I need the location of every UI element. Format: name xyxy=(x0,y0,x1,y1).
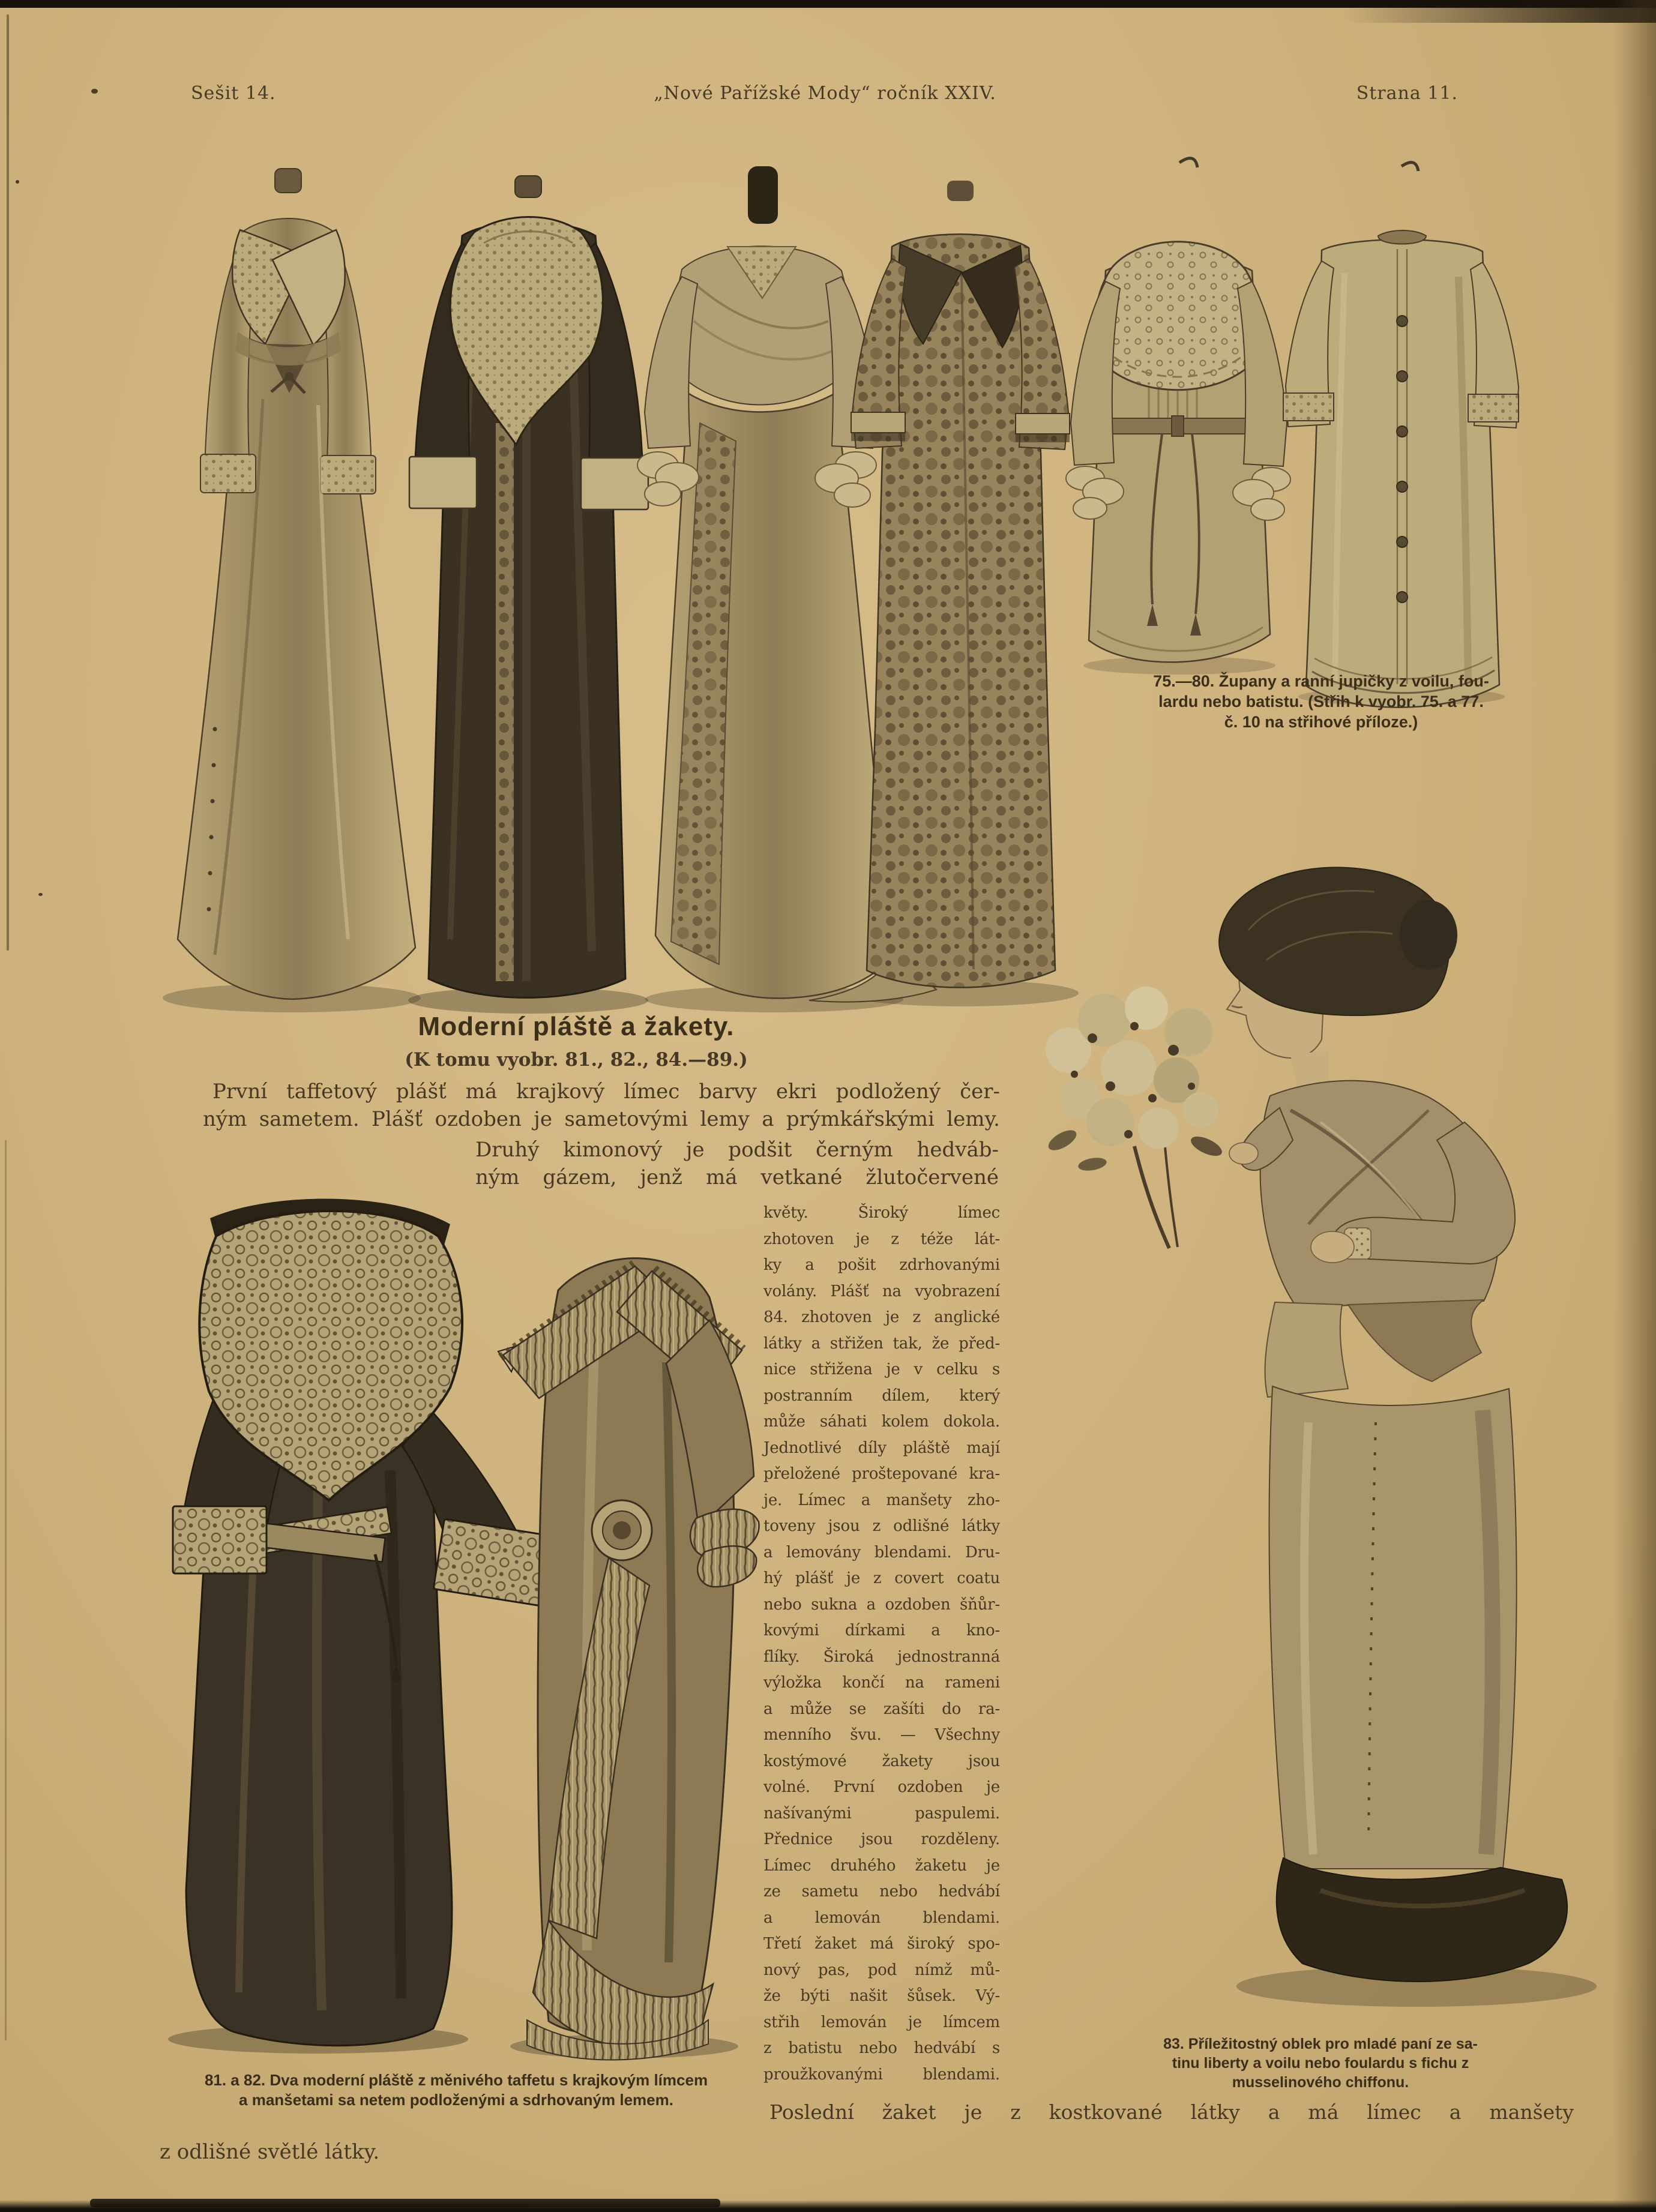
text-line: našívanými paspulemi. xyxy=(763,1804,1000,1823)
text-line: Jednotlivé díly pláště mají xyxy=(763,1438,1000,1457)
scan-top-right-shadow xyxy=(1344,0,1656,23)
text-line: kovými dírkami a kno- xyxy=(763,1621,1000,1639)
text-line: ky a pošit zdrhovanými xyxy=(763,1256,1000,1274)
text-line: První taffetový plášť má krajkový límec barvy ekri podložený čer- xyxy=(212,1080,1000,1104)
page-header xyxy=(138,83,1512,109)
text-line: toveny jsou z odlišné látky xyxy=(763,1517,1000,1535)
text-line: a manšetami sa netem podloženými a sdrhovaným lemem. xyxy=(239,2091,673,2109)
text-line: Druhý kimonový je podšit černým hedváb- xyxy=(475,1138,999,1162)
text-line: proužkovanými blendami. xyxy=(763,2065,1000,2084)
text-line: Límec druhého žaketu je xyxy=(763,1856,1000,1875)
ink-speck xyxy=(91,89,98,94)
text-line: ze sametu nebo hedvábí xyxy=(763,1883,1000,1901)
bottom-line: Poslední žaket je z kostkované látky a má límec a manšety xyxy=(769,2100,1574,2124)
text-line: menního švu. — Všechny xyxy=(763,1726,1000,1744)
text-line: střih lemován je límcem xyxy=(763,2013,1000,2031)
scan-left-crease xyxy=(7,14,9,951)
text-line: volány. Plášť na vyobrazení xyxy=(763,1282,1000,1300)
text-line: květy. Široký límec xyxy=(763,1204,1000,1222)
text-line: musselinového chiffonu. xyxy=(1232,2074,1409,2091)
text-line: že býti našit šůsek. Vý- xyxy=(763,1987,1000,2005)
ink-speck xyxy=(16,180,19,184)
figure-woman-83 xyxy=(1008,858,1609,2034)
text-line: 75.—80. Župany a ranní jupičky z voilu, fou- xyxy=(1153,672,1489,690)
magazine-title: „Nové Pařížské Mody“ ročník XXIV. xyxy=(654,83,996,104)
text-line: Třetí žaket má široký spo- xyxy=(763,1935,1000,1953)
jacket-80 xyxy=(1283,163,1519,708)
text-line: nový pas, pod nímž mů- xyxy=(763,1961,1000,1979)
scan-bottom-dark-band xyxy=(90,2199,720,2207)
bottom-left-line: z odlišné světlé látky. xyxy=(160,2140,380,2164)
text-line: přeložené proštepované kra- xyxy=(763,1465,1000,1483)
text-line: z batistu nebo hedvábí s xyxy=(763,2039,1000,2057)
figure-coats-81-82 xyxy=(138,1194,762,2064)
text-line: 84. zhotoven je z anglické xyxy=(763,1308,1000,1326)
text-line: 81. a 82. Dva moderní pláště z měnivého taffetu s krajkovým límcem xyxy=(204,2071,708,2089)
caption-figure-81-82 xyxy=(149,2070,763,2110)
text-line: flíky. Široká jednostranná xyxy=(763,1647,1000,1666)
coat-82 xyxy=(501,1258,759,2060)
text-line: 83. Příležitostný oblek pro mladé paní ze sa- xyxy=(1163,2036,1478,2052)
robe-75 xyxy=(178,169,415,999)
text-line: je. Límec a manšety zho- xyxy=(763,1491,1000,1509)
text-line: výložka končí na rameni xyxy=(763,1674,1000,1692)
text-line: a lemovány blendami. Dru- xyxy=(763,1543,1000,1561)
text-line: č. 10 na střihové příloze.) xyxy=(1224,713,1418,731)
text-line: ným sametem. Plášť ozdoben je sametovými lemy a prýmkářskými lemy. xyxy=(203,1107,1000,1131)
text-line: nice střižena je v celku s xyxy=(763,1360,1000,1378)
text-line: nebo sukna a ozdoben šňůr- xyxy=(763,1595,1000,1614)
coat-81 xyxy=(173,1198,570,2045)
article-subtitle: (K tomu vyobr. 81., 82., 84.—89.) xyxy=(405,1049,748,1071)
text-line: zhotoven je z téže lát- xyxy=(763,1230,1000,1248)
text-line: lardu nebo batistu. (Střih k vyobr. 75. a 77. xyxy=(1158,693,1484,711)
text-line: Přednice jsou rozděleny. xyxy=(763,1830,1000,1848)
text-line: volné. První ozdoben je xyxy=(763,1778,1000,1796)
caption-figure-83 xyxy=(1064,2034,1577,2092)
scan-left-crease-lower xyxy=(5,1140,7,2040)
ink-speck xyxy=(38,893,43,896)
column-lines xyxy=(763,1200,1000,2088)
jacket-79 xyxy=(1066,158,1290,663)
text-line: tinu liberty a voilu nebo foulardu s fichu z xyxy=(1172,2055,1469,2072)
scan-right-shadow xyxy=(1613,0,1656,2212)
article-title: Moderní pláště a žakety. xyxy=(418,1012,735,1041)
issue-number: Sešit 14. xyxy=(191,83,276,104)
text-line: kostýmové žakety jsou xyxy=(763,1752,1000,1770)
text-line: postranním dílem, který xyxy=(763,1386,1000,1405)
text-line: může sáhati kolem dokola. xyxy=(763,1413,1000,1431)
text-line: hý plášť je z covert coatu xyxy=(763,1569,1000,1587)
mid-lines xyxy=(475,1136,999,1191)
text-line: ným gázem, jenž má vetkané žlutočervené xyxy=(475,1165,999,1189)
text-line: látky a střižen tak, že před- xyxy=(763,1334,1000,1353)
bouquet xyxy=(1045,987,1224,1248)
woman-83 xyxy=(1219,867,1567,1982)
intro-lines xyxy=(203,1078,1000,1133)
caption-figure-75-80 xyxy=(1077,671,1565,732)
page-number: Strana 11. xyxy=(1356,83,1458,104)
text-line: a lemován blendami. xyxy=(763,1908,1000,1927)
robe-76 xyxy=(409,176,648,998)
text-line: a může se zašíti do ra- xyxy=(763,1700,1000,1718)
